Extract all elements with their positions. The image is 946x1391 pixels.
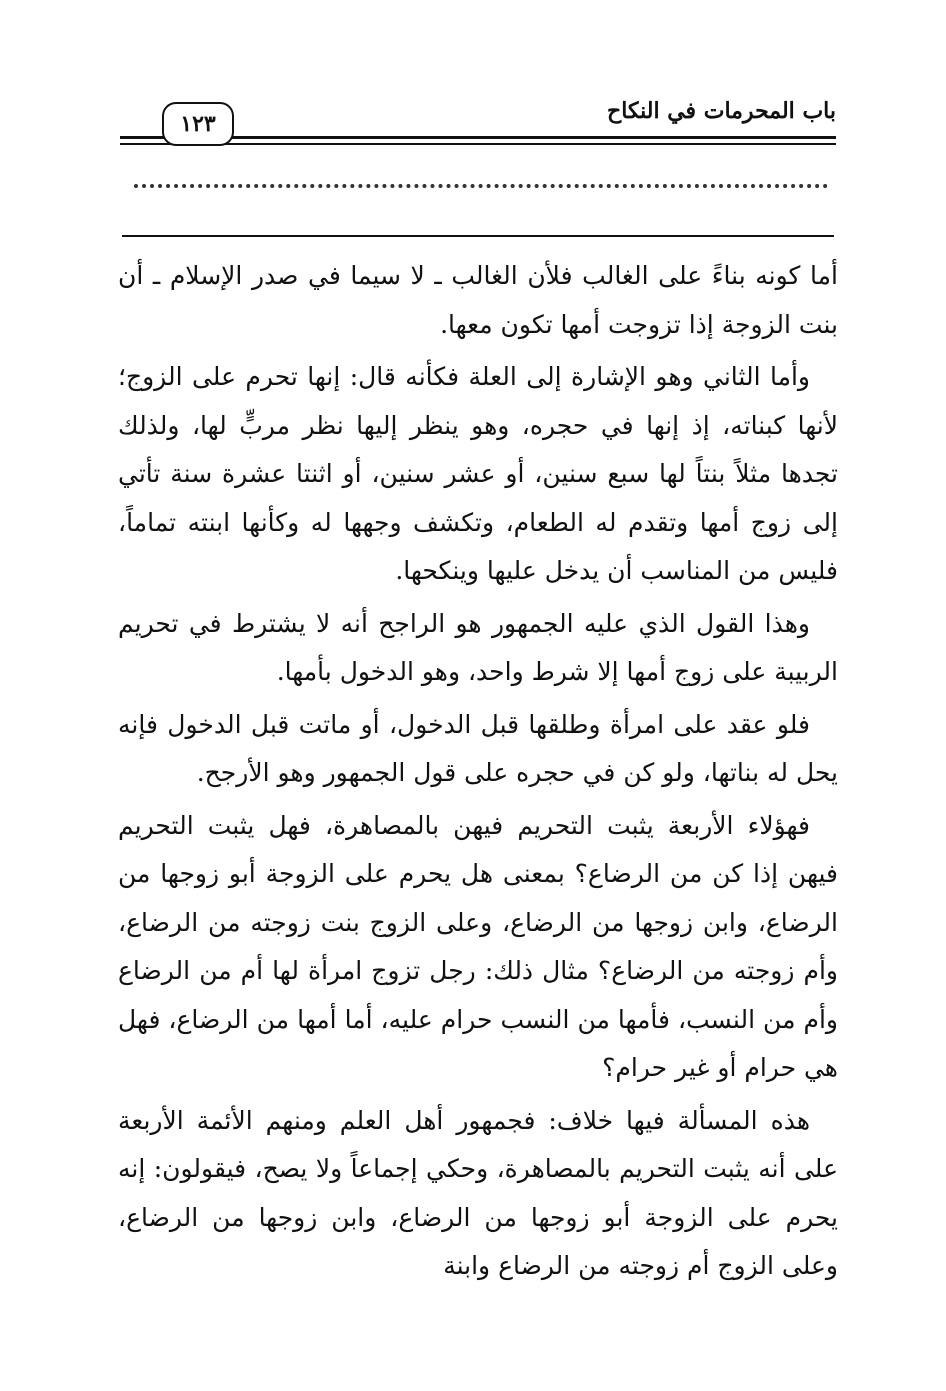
paragraph-3: وهذا القول الذي عليه الجمهور هو الراجح أنه لا يشترط في تحريم الربيبة على زوج أمها إلا شرط واحد، وهو الدخول بأمها. (118, 608, 838, 686)
page-header (120, 96, 836, 156)
dotted-divider (134, 184, 828, 196)
paragraph-2: وأما الثاني وهو الإشارة إلى العلة فكأنه قال: إنها تحرم على الزوج؛ لأنها كبناته، إذ إنها في حجره، وهو ينظر إليها نظر مربٍّ لها، ولذلك تجدها مثلاً بنتاً لها سبع سنين، أو عشر سنين، أو اثنتا عشرة سنة تأتي إلى زوج أمها وتقدم له الطعام، وتكشف وجهها له وكأنها ابنته تماماً، فليس من المناسب أن يدخل عليها وينكحها. (118, 362, 838, 585)
body-text (118, 252, 838, 1295)
paragraph-5: فهؤلاء الأربعة يثبت التحريم فيهن بالمصاهرة، فهل يثبت التحريم فيهن إذا كن من الرضاع؟ بمعنى هل يحرم على الزوجة أبو زوجها من الرضاع، وابن زوجها من الرضاع، وعلى الزوج بنت زوجته من الرضاع، وأم زوجته من الرضاع؟ مثال ذلك: رجل تزوج امرأة لها أم من الرضاع وأم من النسب، فأمها من النسب حرام عليه، أما أمها من الرضاع، فهل هي حرام أو غير حرام؟ (118, 810, 838, 1082)
paragraph-1: أما كونه بناءً على الغالب فلأن الغالب ـ لا سيما في صدر الإسلام ـ أن بنت الزوجة إذا تزوجت أمها تكون معها. (118, 261, 838, 339)
paragraph-6: هذه المسألة فيها خلاف: فجمهور أهل العلم ومنهم الأئمة الأربعة على أنه يثبت التحريم بالمصاهرة، وحكي إجماعاً ولا يصح، فيقولون: إنه يحرم على الزوجة أبو زوجها من الرضاع، وابن زوجها من الرضاع، وعلى الزوج أم زوجته من الرضاع وابنة (118, 1105, 838, 1280)
paragraph-4: فلو عقد على امرأة وطلقها قبل الدخول، أو ماتت قبل الدخول فإنه يحل له بناتها، ولو كن في حجره على قول الجمهور وهو الأرجح. (118, 709, 838, 787)
text-separator (122, 235, 834, 237)
page-number: ١٢٣ (162, 102, 234, 146)
chapter-title: باب المحرمات في النكاح (607, 98, 836, 124)
